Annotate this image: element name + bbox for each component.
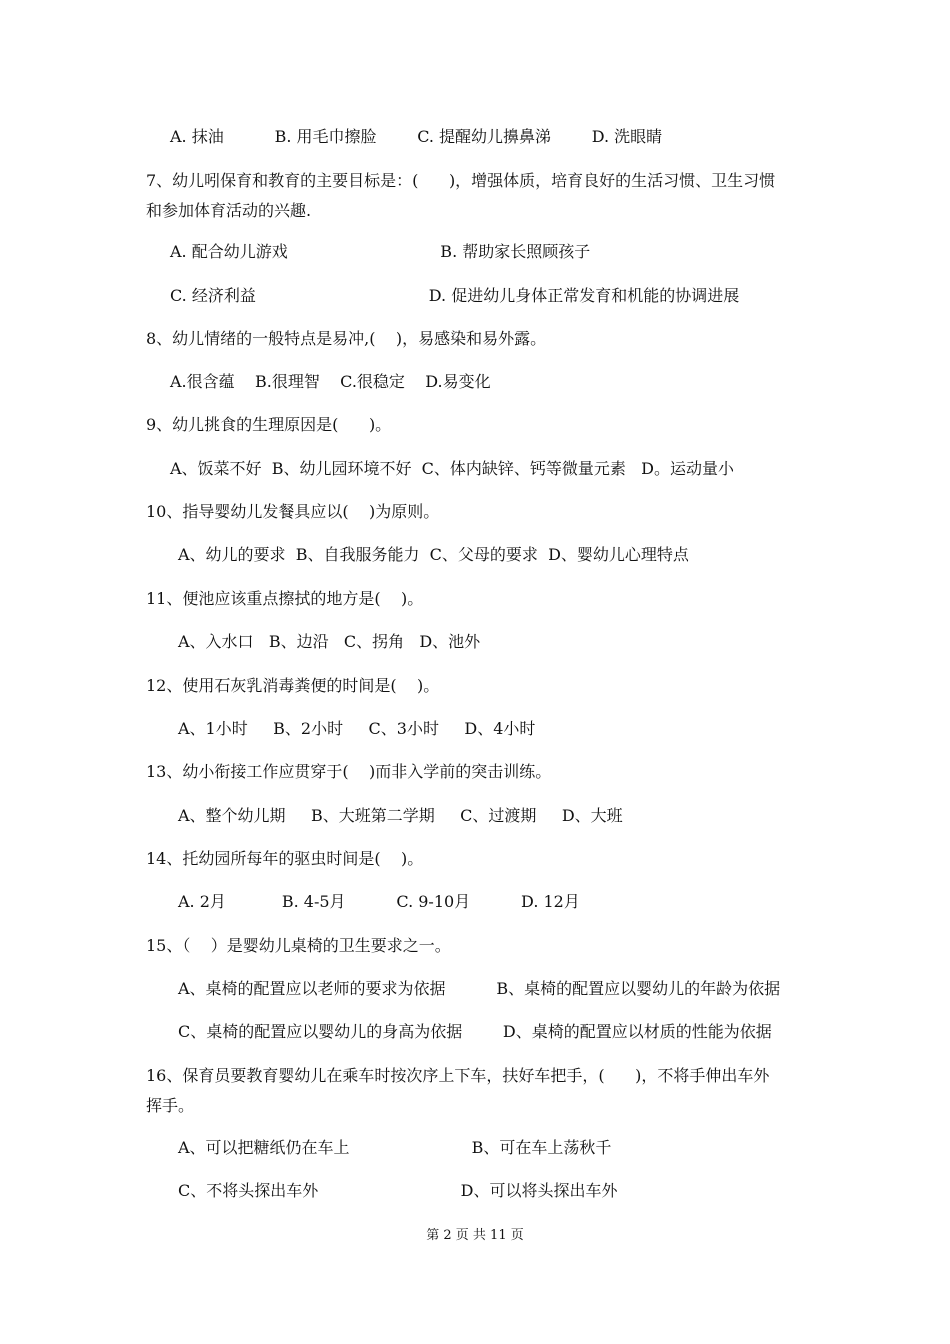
option-line-q15-ab: A、桌椅的配置应以老师的要求为依据 B、桌椅的配置应以婴幼儿的年龄为依据	[178, 979, 781, 998]
question-7-cont: 和参加体育活动的兴趣.	[146, 201, 312, 220]
question-12: 12、使用石灰乳消毒粪便的时间是( )。	[146, 676, 440, 695]
question-16: 16、保育员要教育婴幼儿在乘车时按次序上下车，扶好车把手，( )，不将手伸出车外	[146, 1066, 770, 1085]
option-line-q9: A、饭菜不好 B、幼儿园环境不好 C、体内缺锌、钙等微量元素 D。运动量小	[170, 459, 734, 478]
question-16-cont: 挥手。	[146, 1096, 195, 1115]
question-14: 14、托幼园所每年的驱虫时间是( )。	[146, 849, 424, 868]
question-13: 13、幼小衔接工作应贯穿于( )而非入学前的突击训练。	[146, 762, 552, 781]
option-line-q7-ab: A. 配合幼儿游戏 B. 帮助家长照顾孩子	[170, 242, 591, 261]
question-11: 11、便池应该重点擦拭的地方是( )。	[146, 589, 424, 608]
option-line-q16-cd: C、不将头探出车外 D、可以将头探出车外	[178, 1181, 618, 1200]
option-line-q12: A、1小时 B、2小时 C、3小时 D、4小时	[178, 719, 536, 738]
option-line-q7-cd: C. 经济利益 D. 促进幼儿身体正常发育和机能的协调进展	[170, 286, 740, 305]
option-line-q11: A、入水口 B、边沿 C、拐角 D、池外	[178, 632, 481, 651]
option-line-q14: A. 2月 B. 4-5月 C. 9-10月 D. 12月	[178, 892, 580, 911]
question-7: 7、幼儿吲保育和教育的主要目标是：( )，增强体质，培育良好的生活习惯、卫生习惯	[146, 171, 776, 190]
question-15: 15、（ ）是婴幼儿桌椅的卫生要求之一。	[146, 936, 451, 955]
option-line-q13: A、整个幼儿期 B、大班第二学期 C、过渡期 D、大班	[178, 806, 623, 825]
page-footer: 第 2 页 共 11 页	[426, 1228, 524, 1243]
option-line-q8: A.很含蕴 B.很理智 C.很稳定 D.易变化	[170, 372, 491, 391]
option-line-q10: A、幼儿的要求 B、自我服务能力 C、父母的要求 D、婴幼儿心理特点	[178, 545, 689, 564]
option-line-q6: A. 抹油 B. 用毛巾擦脸 C. 提醒幼儿擤鼻涕 D. 洗眼睛	[170, 127, 663, 146]
option-line-q16-ab: A、可以把糖纸仍在车上 B、可在车上荡秋千	[178, 1138, 612, 1157]
question-8: 8、幼儿情绪的一般特点是易冲,( )，易感染和易外露。	[146, 329, 547, 348]
question-9: 9、幼儿挑食的生理原因是( )。	[146, 415, 392, 434]
option-line-q15-cd: C、桌椅的配置应以婴幼儿的身高为依据 D、桌椅的配置应以材质的性能为依据	[178, 1022, 772, 1041]
question-10: 10、指导婴幼儿发餐具应以( )为原则。	[146, 502, 440, 521]
